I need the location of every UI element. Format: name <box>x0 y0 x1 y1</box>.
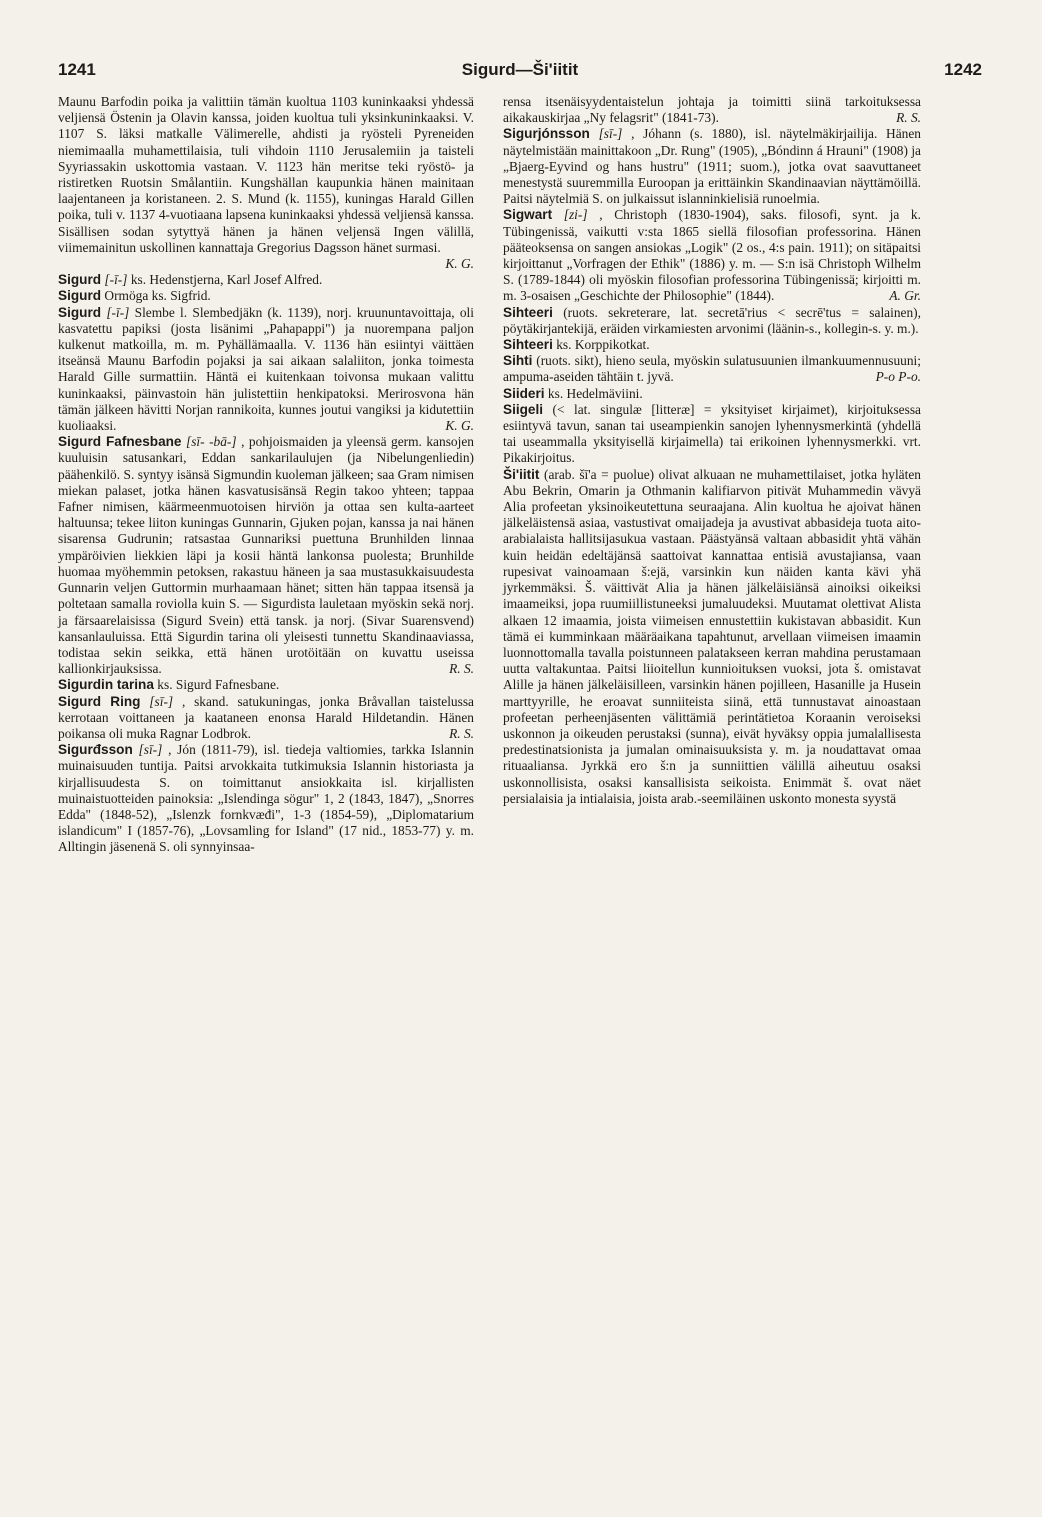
entry-headword: Siideri <box>503 385 545 401</box>
author-signature: P-o P-o. <box>875 369 921 385</box>
dictionary-entry <box>58 677 474 693</box>
entry-text: (< lat. singulæ [litteræ] = yksityiset kirjaimet), kirjoituksessa esiintyvä tavun, sanan tai useampienkin sanojen lyhennysmerkintä (yhdellä tai useammalla yksityisellä kirjaimella) tai erikoinen lyhennysmerkki. vrt. Pikakirjoitus. <box>503 401 921 466</box>
entry-text: , pohjoismaiden ja yleensä germ. kansojen kuuluisin satusankari, Eddan sankarilaulujen (ja Nibelungenliedin) päähenkilö. S. syntyy isänsä Sigmundin kuoleman jälkeen; saa Gram nimisen miekan palaset, jotka hänen kasvatusisänsä Regin takoo yhteen; tappaa Fafner nimisen, käärmeenmuotoisen hirviön ja ottaa sen kulta-aarteet haltuunsa; tekee liiton kuningas Gunnarin, Gjuken pojan, kanssa ja nai hänen sisarensa Gudrunin; ratsastaa Gunnariksi puettuna Brunhilden linnaa ympäröivien liekkien läpi ja kosii häntä lankonsa puolesta; Brunhilde huomaa myöhemmin petoksen, rakastuu häneen ja saa mustasukkaisuudesta Gunnarin veljen Guttormin murhaamaan hänet; sitten hän tappaa itsensä ja poltetaan samalla roviolla kuin S. — Sigurdista lauletaan myöskin sekä norj. ja färsaarelaisissa (Sigurd Svein) että tansk. ja norj. (Sivar Suarensvend) kansanlauluissa. Että Sigurdin tarina oli yleisesti tunnettu Skandinaaviassa, todistaa sekin seikka, että hänen urotöitään on kuvattu useissa kallionkirjauksissa. <box>58 434 474 677</box>
entry-text: (ruots. sekreterare, lat. secretā'rius < secrē'tus = salainen), pöytäkirjantekijä, eräiden virkamiesten arvonimi (läänin-s., kollegin-s. y. m.). <box>503 304 921 336</box>
entry-text: ks. Sigurd Fafnesbane. <box>157 677 280 693</box>
entry-pronunciation: [sī-] <box>138 742 163 758</box>
entry-headword: Sigurd <box>58 288 102 304</box>
dictionary-entry <box>58 288 474 304</box>
dictionary-entry <box>58 742 474 855</box>
entry-headword: Sigurd <box>58 272 102 288</box>
dictionary-entry <box>58 272 474 288</box>
entry-pronunciation: [zi-] <box>563 207 588 223</box>
dictionary-entry <box>58 694 474 743</box>
page-header <box>58 56 982 86</box>
entry-pronunciation: [sī-] <box>598 126 623 142</box>
entry-headword: Sigurđsson <box>58 742 133 758</box>
entry-headword: Sihteeri <box>503 337 553 353</box>
dictionary-entry <box>503 353 921 385</box>
entry-headword: Sigurd <box>58 304 102 320</box>
dictionary-entry <box>58 94 474 272</box>
entry-text: (arab. šī'a = puolue) olivat alkuaan ne muhamettilaiset, jotka hyläten Abu Bekrin, Omarin ja Othmanin kalifiarvon pitivät Muhammedin vävyä Alia profeetan yksinoikeutettuna seuraajana. Alin kuoltua he ajoivat hänen jälkeläistensä asiaa, vastustivat omaijadeja ja avustivat abbasideja tuota aito-arabialaista hallitsijasukua vastaan. Päästyänsä valtaan abbasidit yhtä vähän kuin heidän edeltäjänsä saattoivat kannattaa entisiä avustajiansa, vaan rupesivat vainoamaan š:ejä, varsinkin kun näiden kanta kävi yhä jyrkemmäksi. Š. väittivät Alia ja hänen jälkeläisiänsä ainoiksi oikeiksi imaameiksi, jopa ruumiillistuneeksi jumaluudeksi. Muutamat olettivat Alista alkaen 12 imaamia, joista viimeisen ennustettiin kukistavan abbasidit. Kun tämä ei kumminkaan määräaikana tapahtunut, arvellaan viimeisen imaamin luonnottomalla tavalla poistunneen palatakseen kerran mahdina perustamaan uutta valtakuntaa. Paitsi liioitellun kunnioituksen vuoksi, jota š. omistavat Alille ja hänen jälkeläisilleen, varsinkin hänen pojilleen, Hasanille ja Husein marttyyrille, he eroavat sunniiteista siinä, että tunnustavat ainoastaan profeetan perheenjäsenten välittämiä perintätietoa Koraanin veroiseksi uskonnon ja oikeuden perustaksi (sunna), eivät hyväksy oppia jumalallisesta predestinatsionista ja jumalan ominaisuuksista y. m. ja noudattavat omaa rituaaliansa. Jyrkkä ero š:n ja sunniittien välillä aiheutuu osaksi uskonnollisista, osaksi kansallisista seikoista. Enimmät š. ovat näet persialaisia ja intialaisia, joista arab.-seemiläinen uskonto monesta syystä <box>503 466 921 806</box>
dictionary-entry <box>503 207 921 304</box>
dictionary-entry <box>503 467 921 807</box>
left-column <box>58 94 474 856</box>
author-signature: K. G. <box>445 418 474 434</box>
entry-text: , skand. satukuningas, jonka Bråvallan taistelussa kerrotaan voittaneen ja kaataneen enonsa Harald Hildetandin. Hänen poikansa oli muka Ragnar Lodbrok. <box>58 693 474 741</box>
running-title: Sigurd—Ši'iitit <box>461 60 579 79</box>
entry-headword: Sihteeri <box>503 304 553 320</box>
entry-pronunciation: [sī-] <box>149 693 174 709</box>
entry-text: ks. Hedelmäviini. <box>547 385 643 401</box>
dictionary-entry <box>503 402 921 467</box>
dictionary-entry <box>503 337 921 353</box>
entry-headword: Sigwart <box>503 207 553 223</box>
entry-headword: Sigurdin tarina <box>58 677 154 693</box>
right-column <box>503 94 921 807</box>
dictionary-entry <box>503 126 921 207</box>
dictionary-entry <box>58 434 474 677</box>
entry-headword: Siigeli <box>503 401 544 417</box>
entry-text: , Christoph (1830-1904), saks. filosofi, synt. ja k. Tübingenissä, vaikutti v:sta 1865 siellä filosofian professorina. Hänen pääteoksensa on sangen ansiokas „Logik" (2 os., 4:s pain. 1911); on sitäpaitsi kirjoittanut „Vorfragen der Ethik" (1886) y. m. — S:n isä Christoph Wilhelm S. (1789-1844) oli myöskin filosofian professorina Tübingenissä; kirjoitti m. m. 3-osaisen „Geschichte der Philosophie" (1844). <box>503 207 921 304</box>
entry-text: (ruots. sikt), hieno seula, myöskin sulatusuunien ilmankuumennusuuni; ampuma-aseiden tähtäin t. jyvä. <box>503 353 921 385</box>
entry-text: rensa itsenäisyydentaistelun johtaja ja toimitti siinä tarkoituksessa aikakauskirjaa „Ny felagsrit" (1841-73). <box>503 94 921 126</box>
right-page-number: 1242 <box>944 60 982 79</box>
left-page-number: 1241 <box>58 60 96 79</box>
entry-text: ks. Korppikotkat. <box>556 337 650 353</box>
entry-text: , Jón (1811-79), isl. tiedeja valtiomies, tarkka Islannin muinaisuuden tuntija. Paitsi arvokkaita tutkimuksia Islannin historiasta ja kirjallisuudesta S. on toimittanut ansiokkaita isl. kirjallisten muinaistuotteiden painoksia: „Islendinga sögur" 1, 2 (1843, 1847), „Snorres Edda" (1848-52), „Islenzk fornkvæđi", 1-3 (1854-59), „Diplomatarium islandicum" I (1857-76), „Lovsamling for Island" (17 nid., 1853-77) y. m. Alltingin jäsenenä S. oli synnyinsaa- <box>58 742 474 855</box>
author-signature: A. Gr. <box>889 288 921 304</box>
entry-text: ks. Hedenstjerna, Karl Josef Alfred. <box>130 272 323 288</box>
entry-headword: Sigurd Fafnesbane <box>58 434 182 450</box>
entry-text: Maunu Barfodin poika ja valittiin tämän kuoltua 1103 kuninkaaksi yhdessä veljiensä Östenin ja Olavin kanssa, joiden kuoltua tuli yksinkuninkaaksi. V. 1107 S. läksi matkalle Välimerelle, ahdisti ja ryösteli Pyreneiden niemimaalla muhamettilaisia, tuli vihdoin 1110 Jerusalemiin ja taisteli Syyriassakin uskottomia vastaan. V. 1123 hän meritse teki ryöstö- ja ristiretken Ruotsin Smålantiin. Kungshällan kaupunkia hänen mainitaan laajentaneen ja koristaneen. 2. S. Mund (k. 1155), kuningas Harald Gillen poika, tuli v. 1137 4-vuotiaana lapsena kuninkaaksi yhdessä veljiensä kanssa. Sisällisen sodan sytyttyä hänen ja hänen veljensä Ingen välillä, viimemainitun uskollinen kannattaja Gregorius Dagsson hänet surmasi. <box>58 94 474 255</box>
entry-headword: Sigurjónsson <box>503 126 590 142</box>
dictionary-entry <box>58 305 474 435</box>
dictionary-entry <box>503 94 921 126</box>
entry-pronunciation: [-ī-] <box>104 272 128 288</box>
dictionary-entry <box>503 386 921 402</box>
entry-headword: Sigurd Ring <box>58 693 141 709</box>
entry-headword: Sihti <box>503 353 533 369</box>
author-signature: R. S. <box>896 110 921 126</box>
entry-text: Slembe l. Slembedjäkn (k. 1139), norj. kruununtavoittaja, oli kasvatettu papiksi (josta lisänimi „Pahapappi") ja nuorempana paljon kulkenut matkoilla, m. m. Pyhällämaalla. V. 1136 hän esiintyi väittäen itseänsä Maunu Barfodin pojaksi ja sai aikaan salaliiton, jonka toimesta Harald Gille surmattiin. Häntä ei kuitenkaan toivonsa mukaan valittu kuninkaaksi, päinvastoin hän julistettiin henkipatoksi. Merirosvona hän tämän jälkeen hävitti Norjan rannikoita, kunnes joutui vangiksi ja kidutettiin kuoliaaksi. <box>58 304 475 434</box>
author-signature: K. G. <box>445 256 474 272</box>
entry-pronunciation: [-ī-] <box>106 304 130 320</box>
author-signature: R. S. <box>449 725 474 741</box>
entry-pronunciation: [sī- -bā-] <box>185 434 237 450</box>
entry-text: Ormöga ks. Sigfrid. <box>104 288 211 304</box>
author-signature: R. S. <box>449 661 474 677</box>
entry-text: , Jóhann (s. 1880), isl. näytelmäkirjailija. Hänen näytelmistään mainittakoon „Dr. Rung" (1905), „Bóndinn á Hrauni" (1908) ja „Bjaerg-Eyvind og hans hustru" (1911; suom.), jotka ovat saavuttaneet menestystä suuremmilla Euroopan ja erittäinkin Skandinaavian näyttämöillä. Paitsi näytelmiä S. on julkaissut islanninkielisiä runoelmia. <box>503 126 921 207</box>
dictionary-entry <box>503 305 921 337</box>
entry-headword: Ši'iitit <box>503 466 540 482</box>
